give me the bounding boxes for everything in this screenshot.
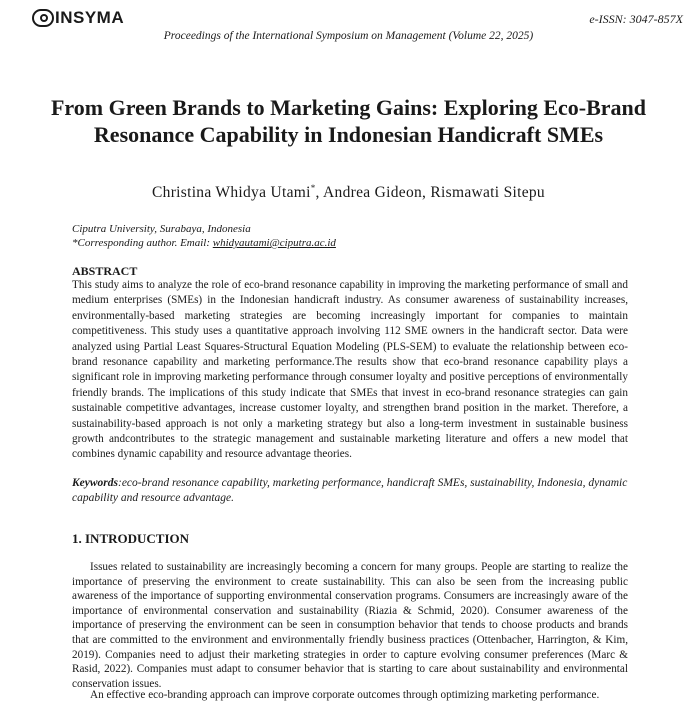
keywords-label: Keywords bbox=[72, 477, 118, 489]
email-link[interactable]: whidyautami@ciputra.ac.id bbox=[212, 237, 336, 249]
author-list bbox=[0, 183, 697, 202]
affiliation-block bbox=[72, 222, 336, 250]
keywords bbox=[72, 476, 628, 506]
affiliation: Ciputra University, Surabaya, Indonesia bbox=[72, 223, 251, 235]
introduction-paragraph: Issues related to sustainability are increasingly becoming a concern for many groups. People are starting to realize the importance of preserving the environment to create sustainability. This can also be seen from the increasing public awareness of the importance of supporting environmental conservation programs. Consumers are increasingly aware of the importance of environmental conservation and sustainability (Riazia & Schmid, 2020). Consumer awareness of the importance of preserving the environment can be seen in consumption behavior that tends to choose products and brands that are committed to the environment and environmentally friendly business practices (Ottenbacher, Harrington, & Kim, 2019). Companies need to adjust their marketing strategies in order to capture evolving consumer preferences (Marc & Rasid, 2022). Companies must adapt to consumer behavior that is starting to care about sustainability and environmental conservation issues. bbox=[72, 561, 628, 690]
section-heading-introduction: 1. INTRODUCTION bbox=[72, 531, 190, 546]
issn-number: e-ISSN: 3047-857X bbox=[589, 12, 683, 26]
proceedings-line: Proceedings of the International Symposium on Management (Volume 22, 2025) bbox=[163, 30, 534, 42]
corresponding-label: *Corresponding author. Email: bbox=[72, 237, 213, 249]
logo-mark-icon bbox=[32, 9, 54, 27]
abstract-text: This study aims to analyze the role of eco-brand resonance capability in improving the marketing performance of small and medium enterprises (SMEs) in the Indonesian handicraft industry. As consumer awareness of sustainability increases, environmentally-based marketing strategies are becoming increasingly important for companies to maintain competitiveness. This study uses a quantitative approach involving 112 SME owners in the handicraft sector. Data were analyzed using Partial Least Squares-Structural Equation Modeling (PLS-SEM) to evaluate the relationship between eco-brand resonance capability and marketing performance.The results show that eco-brand resonance capability plays a significant role in improving marketing performance through consumer loyalty and positive perceptions of environmentally friendly brands. The implications of this study indicate that SMEs that invest in eco-brand resonance strategies can gain sustainable competitive advantages, increase customer loyalty, and strengthen brand position in the market. Therefore, a sustainability-based approach is not only a marketing strategy but also a long-term investment in sustainable business growth andcontributes to the strategic management and sustainable marketing literature and offers a new model that combines dynamic capability and resource advantage theories. bbox=[72, 279, 628, 461]
keywords-text: :eco-brand resonance capability, marketing performance, handicraft SMEs, sustainability, Indonesia, dynamic capability and resource advantage. bbox=[72, 477, 628, 504]
coauthor-names: , Andrea Gideon, Rismawati Sitepu bbox=[315, 184, 545, 202]
author-name: Christina Whidya Utami bbox=[152, 184, 311, 202]
corresponding-mark: * bbox=[310, 183, 316, 193]
introduction-paragraph-2: An effective eco-branding approach can improve corporate outcomes through optimizing marketing performance. bbox=[90, 689, 600, 701]
paper-title: From Green Brands to Marketing Gains: Exploring Eco-Brand Resonance Capability in Indonesian Handicraft SMEs bbox=[50, 95, 647, 147]
abstract-heading: ABSTRACT bbox=[72, 264, 138, 278]
page-header bbox=[0, 0, 697, 50]
corresponding-author bbox=[72, 236, 336, 250]
insyma-logo bbox=[32, 8, 124, 28]
logo-text: INSYMA bbox=[55, 8, 125, 27]
